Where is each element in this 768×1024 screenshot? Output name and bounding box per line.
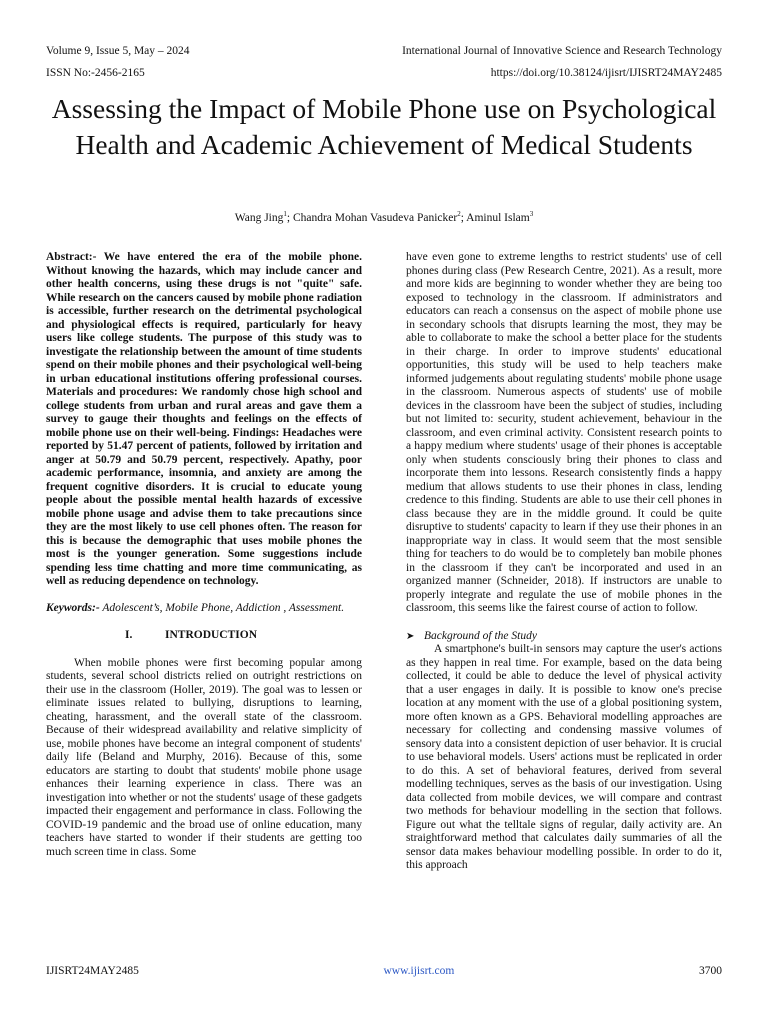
intro-paragraph: When mobile phones were first becoming popular among students, several school districts relied on outright restrictions on their use in the classroom (Holler, 2019). The goal was to lessen or eliminate issues related to bullying, disruptions to learning, cheating, harassment, and the overall state of the classroom. Because of their widespread availability and relative simplicity of use, mobile phones have become an integral component of students' daily life (Beland and Murphy, 2016). Because of this, some educators are starting to doubt that students' mobile phone usage enhances their learning experience in class. There was an investigation into whether or not the students' usage of these gadgets impacted their engagement and performance in class. Following the COVID-19 pandemic and the broad use of online education, many teachers have started to wonder if their students are getting too much screen time in class. Some — [46, 656, 362, 858]
author-2-affiliation: 2 — [457, 210, 461, 218]
arrowhead-bullet-icon: ➤ — [406, 630, 415, 642]
paper-title: Assessing the Impact of Mobile Phone use on Psychological Health and Academic Achievement of Medical Students — [51, 93, 717, 160]
issn: ISSN No:-2456-2165 — [46, 67, 145, 79]
running-header-top — [46, 44, 722, 58]
author-1: Wang Jing — [234, 211, 284, 224]
subsection-heading — [406, 630, 722, 644]
left-column — [46, 251, 362, 859]
page-footer — [46, 964, 722, 978]
section-number: I. — [125, 629, 133, 641]
author-3: ; Aminul Islam — [460, 211, 530, 224]
website-link[interactable]: www.ijisrt.com — [383, 965, 455, 977]
author-2: ; Chandra Mohan Vasudeva Panicker — [286, 211, 458, 224]
doi-link[interactable]: https://doi.org/10.38124/ijisrt/IJISRT24MAY2485 — [490, 67, 722, 79]
section-heading-introduction — [46, 629, 362, 643]
author-3-affiliation: 3 — [529, 210, 534, 218]
author-list — [46, 207, 722, 225]
keywords — [46, 602, 362, 616]
section-title: INTRODUCTION — [165, 629, 258, 641]
abstract: Abstract:- We have entered the era of the mobile phone. Without knowing the hazards, which may include cancer and other health concerns, using these drugs is not "quite" safe. While research on the cancers caused by mobile phone radiation is accessible, further research on the detrimental psychological and physiological effects is required, particularly for heavy users like college students. The purpose of this study was to investigate the relationship between the amount of time students spend on their mobile phones and their psychological well-being in urban educational institutions offering professional courses. Materials and procedures: We randomly chose high school and college students from urban and rural areas and gave them a survey to gauge their thoughts and feelings on the effects of mobile phone use on their well-being. Findings: Headaches were reported by 51.47 percent of patients, followed by irritation and anger at 50.79 and 50.79 percent, respectively. Apathy, poor academic performance, insomnia, and anxiety are among the frequent cognitive disorders. It is crucial to educate young people about the possible mental health hazards of excessive mobile phone usage and advise them to take precautions since they are the most likely to use cell phones often. The reason for this is because the demographic that uses mobile phones the most is the younger generation. Some suggestions include spending less time chatting and more time communicating, as well as reducing dependence on technology. — [46, 251, 362, 587]
keywords-label: Keywords:- — [46, 601, 100, 614]
intro-continued-paragraph: have even gone to extreme lengths to restrict students' use of cell phones during class (Pew Research Centre, 2021). As a result, more and more kids are beginning to wonder whether they are being too exposed to technology in the classroom. If administrators and educators can reach a consensus on the aspect of mobile phone use in secondary schools that disrupts learning the most, they may be able to collaborate to make the school a better place for the students in their charge. In order to improve students' educational opportunities, this study will be used to help teachers make informed judgements about regulating students' mobile phone usage in the classroom. Numerous aspects of students' use of mobile devices in the classroom have been the subject of studies, including but not limited to: security, student achievement, behaviour in the classroom, and even criminal activity. Consistent research points to a happy medium where students' usage of their phones is acceptable only when students consciously bring their phones to class and incorporate them into lessons. Research consistently finds a happy medium that allows students to use their phones in class, lending credence to this finding. Students are able to use their cell phones in class because they are in the middle ground. It could be quite disruptive to students' capacity to learn if they use their phones in an inappropriate way in class. It would seem that the most sensible thing for teachers to do would be to completely ban mobile phones in the classroom if they can't be incorporated and used in an organized manner (Schneider, 2018). If instructors are unable to properly integrate and regulate the use of mobile phones in the classroom, this seems like the fairest course of action to follow. — [406, 251, 722, 614]
right-column — [406, 251, 722, 873]
subsection-title: Background of the Study — [424, 629, 537, 642]
keywords-text: Adolescent’s, Mobile Phone, Addiction , Assessment. — [99, 601, 345, 614]
author-1-affiliation: 1 — [283, 210, 287, 218]
paper-id: IJISRT24MAY2485 — [46, 965, 139, 977]
journal-name: International Journal of Innovative Science and Research Technology — [402, 45, 722, 57]
running-header-bottom — [46, 66, 722, 80]
page-number: 3700 — [698, 965, 722, 977]
background-paragraph: A smartphone's built-in sensors may capture the user's actions as they happen in real time. For example, based on the data being collected, it could be able to deduce the level of physical activity that a user engages in daily. It is possible to know one's precise location at any moment with the use of a global positioning system, more often known as a GPS. Behavioral modelling approaches are necessary for collecting and condensing massive volumes of sensory data into a consistent depiction of user behavior. It is crucial to use behavioral models. Users' actions must be replicated in order to do this. A set of behavioral features, derived from several modelling techniques, serves as the basis of our investigation. Using data collected from mobile devices, we will compare and contrast two methods for behaviour modelling in the section that follows. Figure out what the telltale signs of regular, daily activity are. An straightforward method that calculates daily summaries of all the sensor data makes behaviour modelling possible. In order to do it, this approach — [406, 643, 722, 871]
volume-info: Volume 9, Issue 5, May – 2024 — [46, 45, 190, 57]
